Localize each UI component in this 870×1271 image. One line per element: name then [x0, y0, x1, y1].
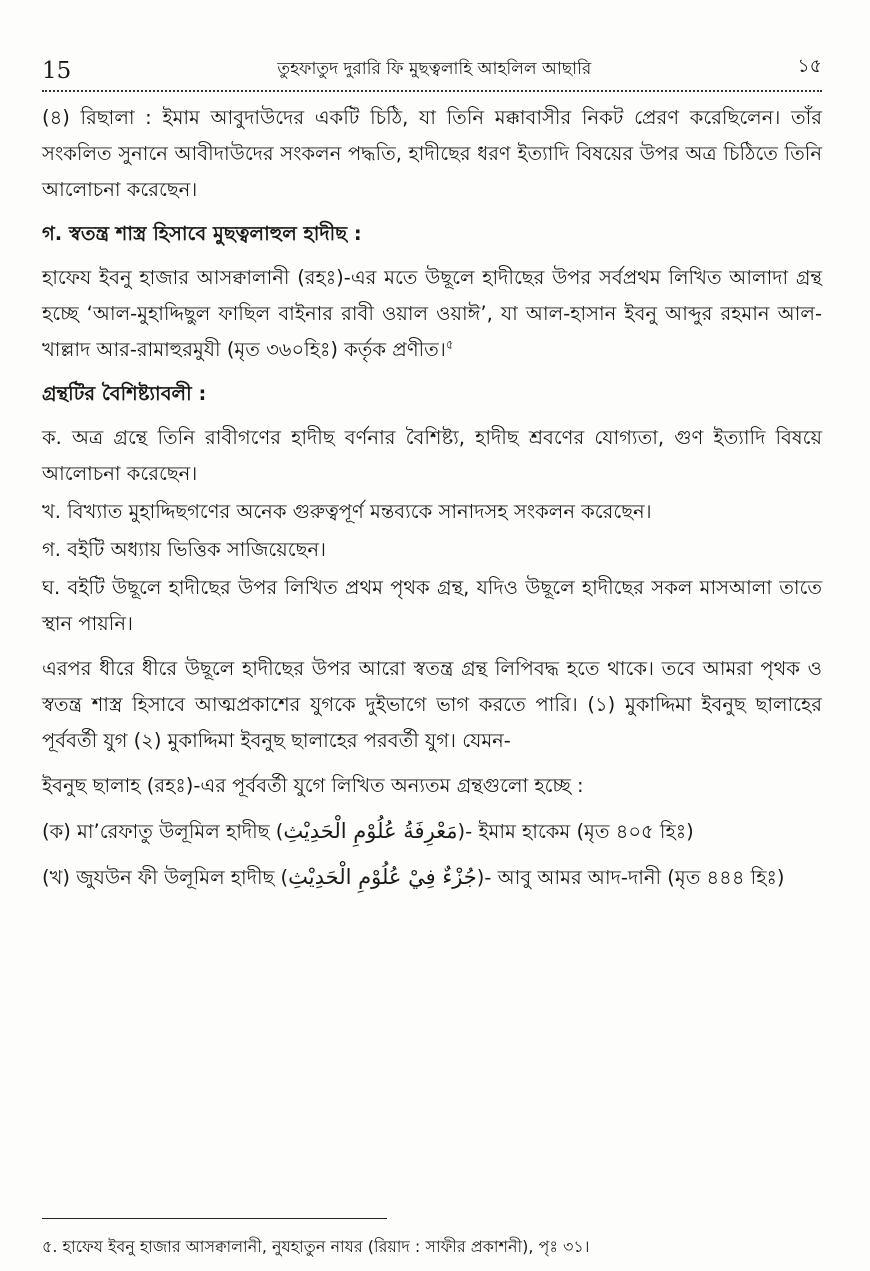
arabic-title: مَعْرِفَةُ عُلُوْمِ الْحَدِيْثِ — [283, 819, 458, 843]
footnote: ৫. হাফেয ইবনু হাজার আসক্বালানী, নুযহাতুন নাযর (রিয়াদ : সাফীর প্রকাশনী), পৃঃ ৩১। — [42, 1237, 590, 1256]
page-header — [42, 52, 822, 92]
running-title: তুহফাতুদ দুরারি ফি মুছত্বলাহি আহলিল আছারি — [277, 59, 592, 79]
section-heading: গ. স্বতন্ত্র শাস্ত্র হিসাবে মুছত্বলাহুল হাদীছ : — [42, 222, 362, 245]
feature-item: গ. বইটি অধ্যায় ভিত্তিক সাজিয়েছেন। — [42, 538, 327, 561]
book-entry-ka — [42, 813, 822, 850]
features-heading: গ্রন্থটির বৈশিষ্ট্যাবলী : — [42, 382, 207, 405]
book-entry-kha — [42, 859, 822, 896]
book-page — [42, 52, 822, 905]
paragraph-risala: (৪) রিছালা : ইমাম আবুদাউদের একটি চিঠি, যা তিনি মক্কাবাসীর নিকট প্রেরণ করেছিলেন। তাঁর সংকলিত সুনানে আবীদাউদের সংকলন পদ্ধতি, হাদীছের ধরণ ইত্যাদি বিষয়ের উপর অত্র চিঠিতে তিনি আলোচনা করেছেন। — [42, 106, 822, 201]
paragraph-first-book-text: হাফেয ইবনু হাজার আসক্বালানী (রহঃ)-এর মতে উছূলে হাদীছের উপর সর্বপ্রথম লিখিত আলাদা গ্রন্থ হচ্ছে ‘আল-মুহাদ্দিছুল ফাছিল বাইনার রাবী ওয়াল ওয়াঈ’, যা আল-হাসান ইবনু আব্দুর রহমান আল-খাল্লাদ আর-রামাহুরমুযী (মৃত ৩৬০হিঃ) কর্তৃক প্রণীত। — [42, 266, 822, 361]
paragraph-earlier-books: ইবনুছ ছালাহ (রহঃ)-এর পূর্ববর্তী যুগে লিখিত অন্যতম গ্রন্থগুলো হচ্ছে : — [42, 774, 584, 797]
feature-item: ক. অত্র গ্রন্থে তিনি রাবীগণের হাদীছ বর্ণনার বৈশিষ্ট্য, হাদীছ শ্রবণের যোগ্যতা, গুণ ইত্যাদি বিষয়ে আলোচনা করেছেন। — [42, 426, 822, 485]
feature-item: খ. বিখ্যাত মুহাদ্দিছগণের অনেক গুরুত্বপূর্ণ মন্তব্যকে সানাদসহ সংকলন করেছেন। — [42, 500, 652, 523]
arabic-title: جُزْءٌ فِيْ عُلُوْمِ الْحَدِيْثِ — [288, 865, 477, 889]
page-number-latin: 15 — [42, 58, 72, 84]
book-entry-kha-title: (খ) জুযউন ফী উলূমিল হাদীছ ( — [42, 866, 289, 889]
page-number-bengali: ১৫ — [797, 55, 822, 77]
paragraph-first-book — [42, 260, 822, 368]
book-entry-ka-title: (ক) মা’রেফাতু উলূমিল হাদীছ ( — [42, 820, 284, 843]
book-entry-ka-author: )- ইমাম হাকেম (মৃত ৪০৫ হিঃ) — [457, 820, 694, 843]
footnote-marker: ৫ — [445, 337, 454, 352]
footnote-divider — [42, 1218, 387, 1219]
feature-item: ঘ. বইটি উছূলে হাদীছের উপর লিখিত প্রথম পৃথক গ্রন্থ, যদিও উছূলে হাদীছের সকল মাসআলা তাতে স্থান পায়নি। — [42, 576, 822, 635]
paragraph-eras: এরপর ধীরে ধীরে উছূলে হাদীছের উপর আরো স্বতন্ত্র গ্রন্থ লিপিবদ্ধ হতে থাকে। তবে আমরা পৃথক ও স্বতন্ত্র শাস্ত্র হিসাবে আত্মপ্রকাশের যুগকে দুইভাগে ভাগ করতে পারি। (১) মুকাদ্দিমা ইবনুছ ছালাহের পূর্ববর্তী যুগ (২) মুকাদ্দিমা ইবনুছ ছালাহের পরবর্তী যুগ। যেমন- — [42, 657, 822, 752]
book-entry-kha-author: )- আবু আমর আদ-দানী (মৃত ৪৪৪ হিঃ) — [476, 866, 785, 889]
